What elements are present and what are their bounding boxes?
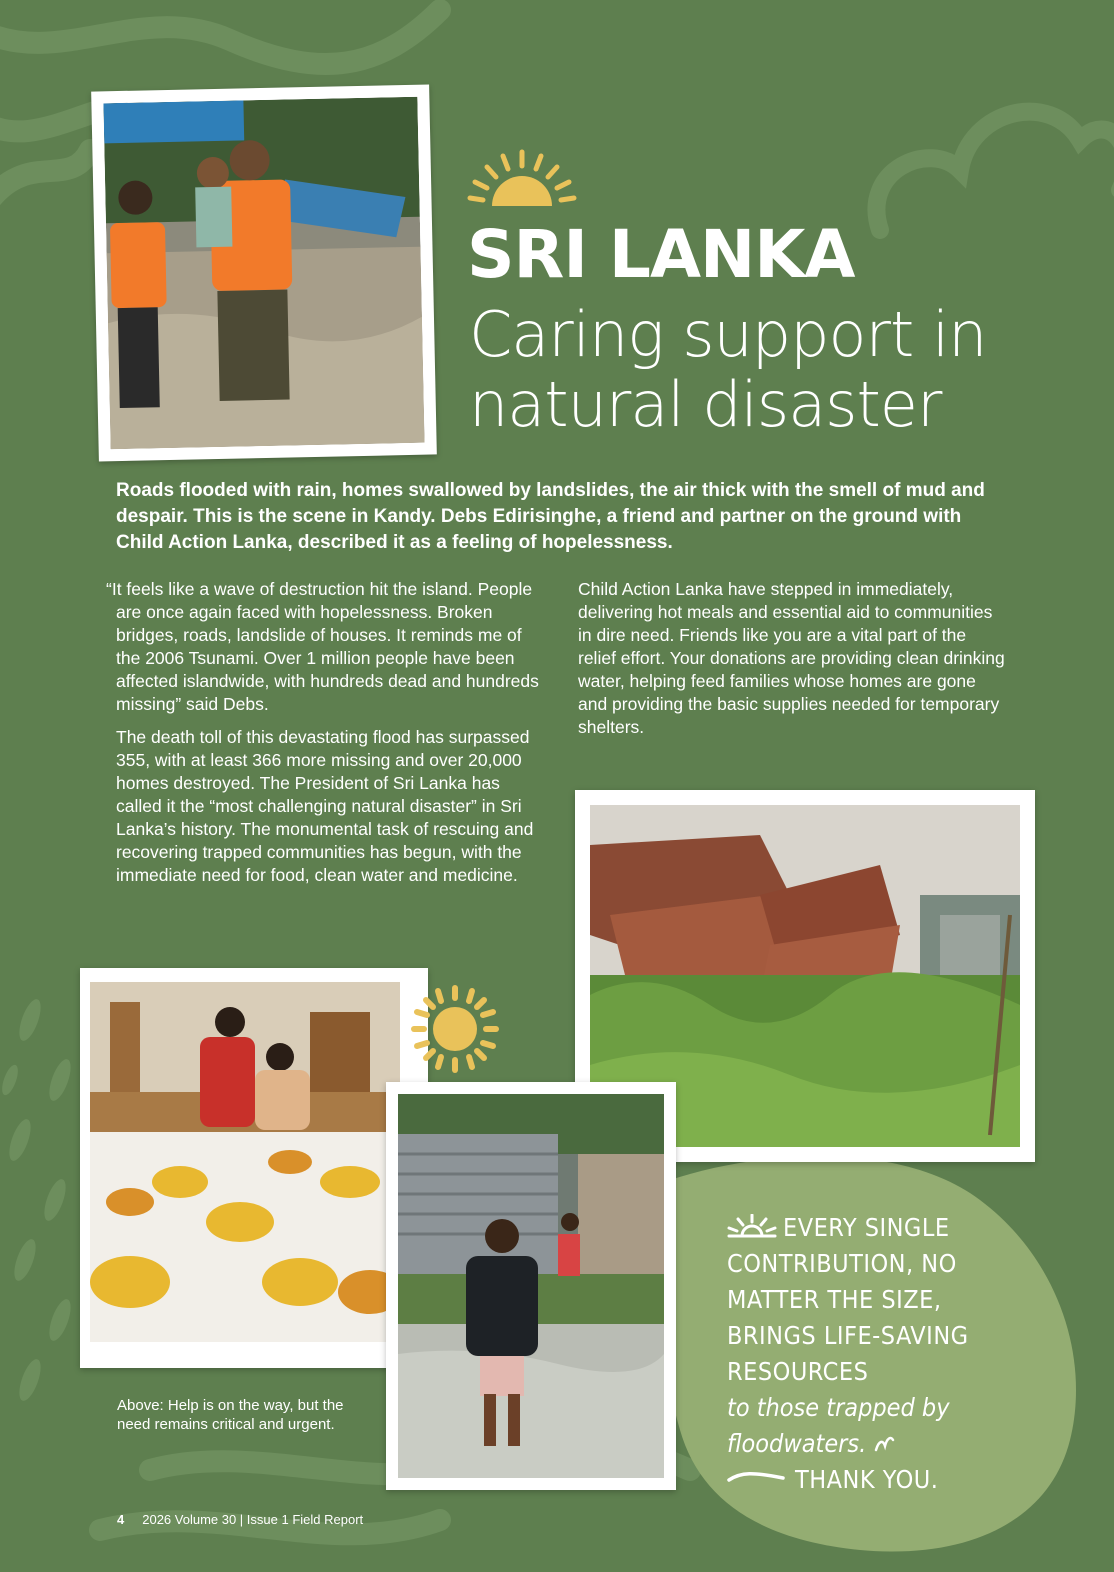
relief-paragraph: Child Action Lanka have stepped in immediately, delivering hot meals and essential aid to communities in dire need. Friends like you are a vital part of the relief effort. Your donations are providing clean drinking water, helping feed families whose homes are gone and providing the basic supplies needed for temporary shelters. <box>578 579 1005 737</box>
page-footer <box>117 1512 363 1527</box>
small-sun-icon <box>727 1214 777 1238</box>
death-toll-paragraph: The death toll of this devastating flood has surpassed 355, with at least 366 more missing and over 20,000 homes destroyed. The President of Sri Lanka has called it the “most challenging natural disaster” in Sri Lanka’s history. The monumental task of rescuing and recovering trapped communities has begun, with the immediate need for food, clean water and medicine. <box>116 727 534 885</box>
country-title: SRI LANKA <box>467 216 855 293</box>
right-column <box>578 578 1008 739</box>
photo-food-preparation <box>80 968 428 1368</box>
photo-child-floodwater <box>386 1082 676 1490</box>
child-floodwater-image <box>398 1094 664 1478</box>
swoosh-icon <box>873 1432 895 1454</box>
sun-rising-icon <box>466 146 578 208</box>
debs-quote: “It feels like a wave of destruction hit the island. People are once again faced with hopelessness. Broken bridges, roads, landslide of houses. It reminds me of the 2006 Tsunami. Over 1 million people have been affected islandwide, with hundreds dead and hundreds missing” said Debs. <box>106 579 539 714</box>
pull-quote-lower: to those trapped by floodwaters. <box>727 1393 950 1458</box>
wave-line-icon <box>727 1470 785 1484</box>
issue-info: 2026 Volume 30 | Issue 1 Field Report <box>142 1512 364 1527</box>
page-number: 4 <box>117 1512 125 1527</box>
lead-paragraph: Roads flooded with rain, homes swallowed by landslides, the air thick with the smell of mud and despair. This is the scene in Kandy. Debs Edirisinghe, a friend and partner on the ground with Child Action Lanka, described it as a feeling of hopelessness. <box>116 480 985 553</box>
pull-quote-upper: EVERY SINGLE CONTRIBUTION, NO MATTER THE SIZE, BRINGS LIFE-SAVING RESOURCES <box>727 1213 969 1386</box>
thank-you-text: THANK YOU. <box>795 1465 939 1494</box>
article-subtitle: Caring support in natural disaster <box>469 298 987 441</box>
food-preparation-image <box>90 982 400 1342</box>
pull-quote <box>727 1210 1017 1498</box>
left-column <box>106 578 546 887</box>
sun-icon <box>410 984 500 1074</box>
photo-caption: Above: Help is on the way, but the need remains critical and urgent. <box>117 1397 344 1433</box>
photo-flood-rescue <box>91 85 437 462</box>
flood-rescue-image <box>103 97 424 450</box>
